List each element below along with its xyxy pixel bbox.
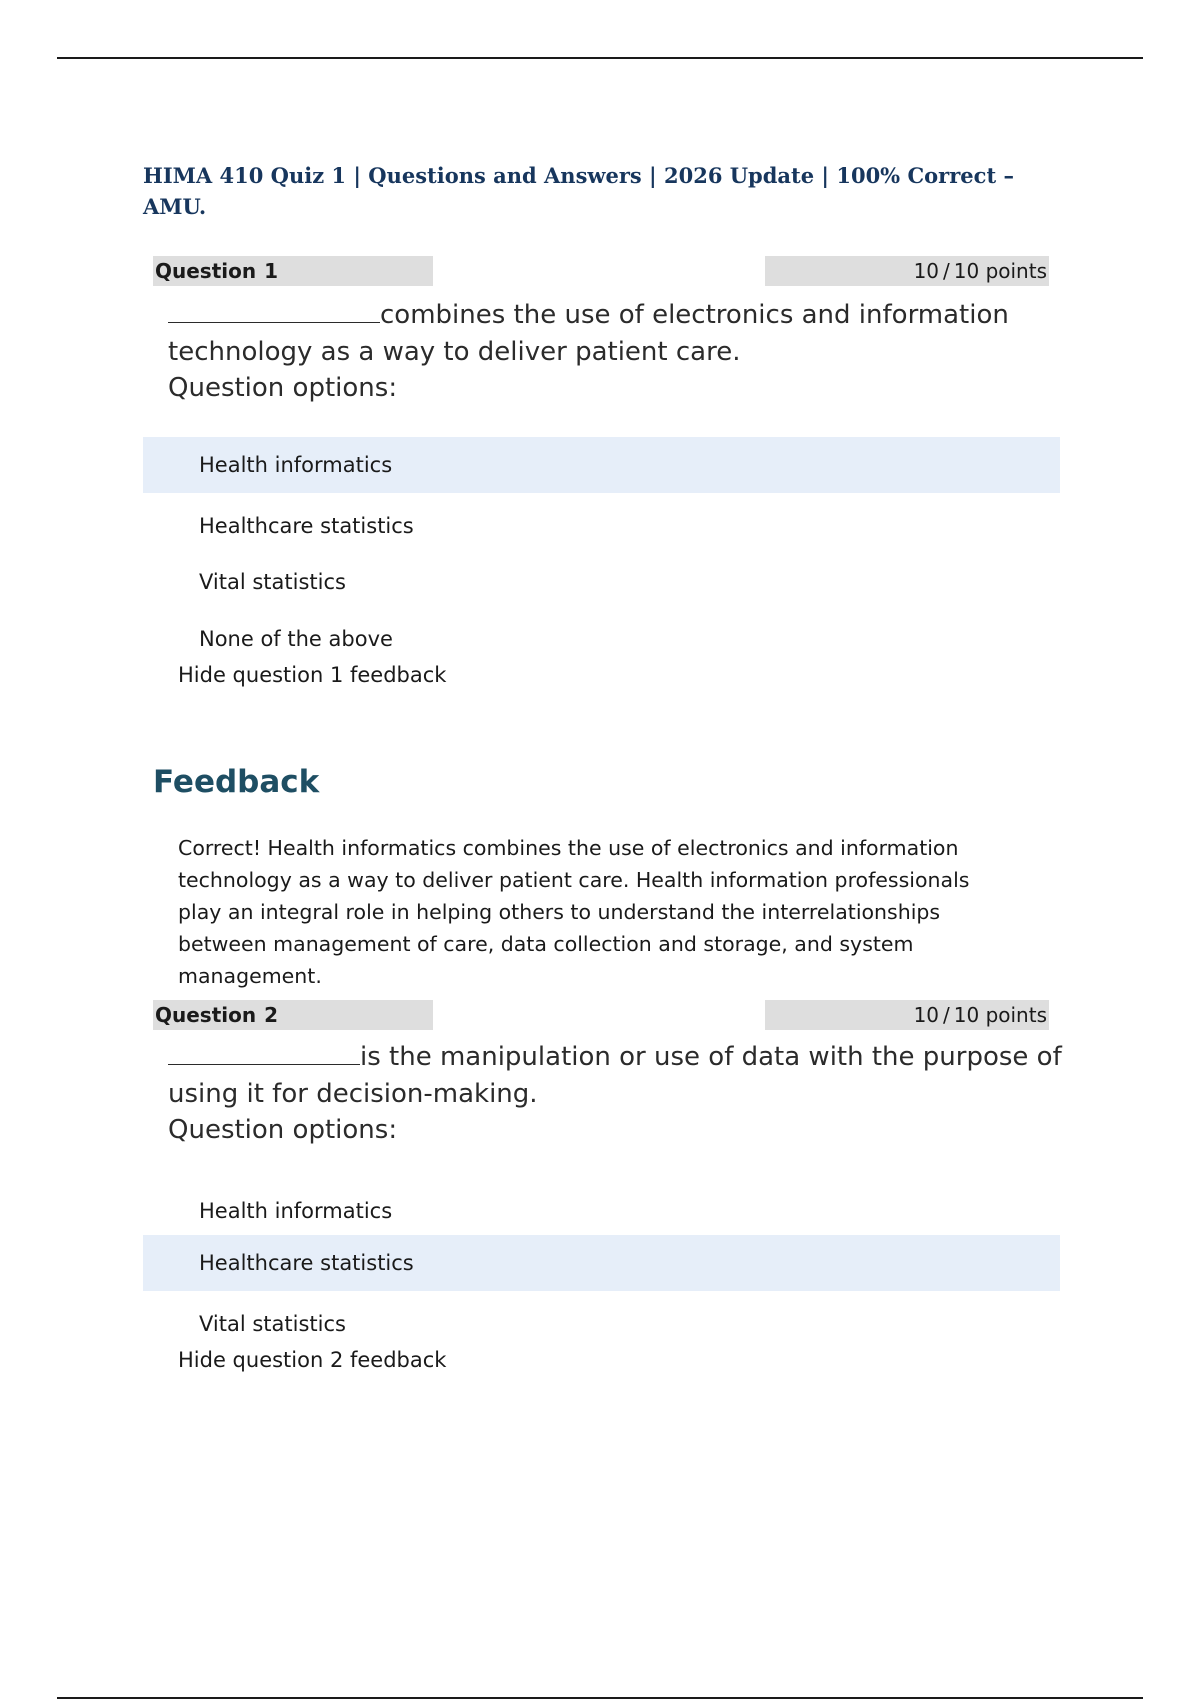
top-rule: [57, 57, 1143, 59]
question-1-label-bar: [153, 256, 433, 286]
question-1-option[interactable]: None of the above: [199, 627, 393, 651]
question-2-option[interactable]: Vital statistics: [199, 1312, 346, 1336]
answer-blank: [168, 1038, 360, 1065]
points-total: 10 points: [953, 259, 1047, 283]
bottom-rule: [57, 1697, 1143, 1699]
question-2-options-label: Question options:: [168, 1115, 398, 1145]
question-1-text: [168, 296, 1068, 371]
question-label: Question: [155, 1003, 257, 1027]
question-2-stem: is the manipulation or use of data with the purpose of using it for decision-making.: [168, 1042, 1062, 1109]
points-total: 10 points: [953, 1003, 1047, 1027]
question-2-option-selected[interactable]: Healthcare statistics: [143, 1235, 1060, 1291]
question-2-points: [765, 1000, 1049, 1030]
question-1-stem: combines the use of electronics and information technology as a way to deliver patient care.: [168, 300, 1009, 367]
score-separator: /: [943, 259, 950, 283]
score-separator: /: [943, 1003, 950, 1027]
feedback-text: Correct! Health informatics combines the use of electronics and information technology as a way to deliver patient care. Health information professionals play an integral role in helping others to understand the interrelationships between management of care, data collection and storage, and system management.: [178, 836, 970, 988]
score-value: 10: [913, 1003, 940, 1027]
question-1-options-label: Question options:: [168, 373, 398, 403]
answer-blank: [168, 296, 380, 323]
question-2-label-bar: [153, 1000, 433, 1030]
question-2-header: [153, 1000, 1049, 1030]
hide-question-2-feedback-link[interactable]: Hide question 2 feedback: [178, 1348, 447, 1372]
document-title: HIMA 410 Quiz 1 | Questions and Answers | 2026 Update | 100% Correct – AMU.: [143, 163, 1014, 219]
question-1-option[interactable]: Healthcare statistics: [199, 514, 414, 538]
question-number: 1: [264, 259, 279, 283]
question-1-option[interactable]: Vital statistics: [199, 570, 346, 594]
question-2-text: [168, 1038, 1068, 1113]
feedback-heading: Feedback: [153, 764, 320, 800]
question-1-points: [765, 256, 1049, 286]
hide-question-1-feedback-link[interactable]: Hide question 1 feedback: [178, 663, 447, 687]
question-1-option-selected[interactable]: Health informatics: [143, 437, 1060, 493]
question-number: 2: [264, 1003, 279, 1027]
question-2-option[interactable]: Health informatics: [199, 1199, 393, 1223]
question-label: Question: [155, 259, 257, 283]
score-value: 10: [913, 259, 940, 283]
question-1-header: [153, 256, 1049, 286]
